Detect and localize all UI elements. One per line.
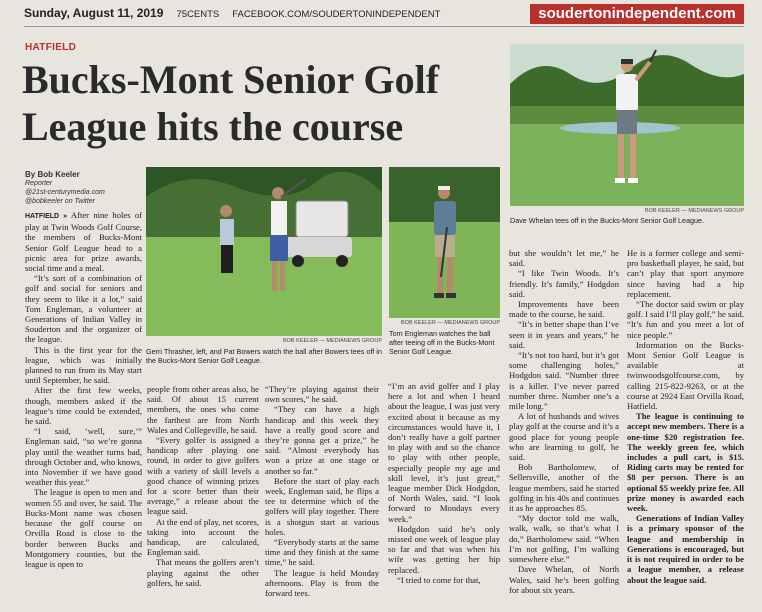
byline xyxy=(25,170,143,206)
article-column-6 xyxy=(627,248,744,606)
paragraph: He is a former college and semi-pro basketball player, he said, but can’t play that sport anymore since having had a hip replacement. xyxy=(627,248,744,299)
byline-email: @21st-centurymedia.com xyxy=(25,189,105,196)
paragraph: The league is continuing to accept new members. There is a one-time $20 registration fee. The weekly green fee, which includes a pull cart, is $15. Riding carts may be rented for $8 per person. There is an optional $5 weekly prize fee. All prize money is awarded each week. xyxy=(627,411,744,514)
golfer-photo-illustration xyxy=(510,44,744,206)
photo-credit-middle-right: BOB KEELER — MEDIANEWS GROUP xyxy=(400,320,500,326)
paragraph: but she wouldn’t let me,” he said. xyxy=(509,248,619,269)
paragraph: Bob Bartholomew, of Sellersville, another of the league members, said he started golfing in his 40s and continues it as he approaches 85. xyxy=(509,462,619,514)
golfer-engleman-illustration xyxy=(389,167,500,318)
kicker: HATFIELD xyxy=(25,42,77,53)
photo-dave-whelan xyxy=(510,44,744,206)
issue-price: 75CENTS xyxy=(176,9,220,20)
paragraph: “It’s sort of a combination of golf and social for seniors and they seem to like it a lot,” said Tom Engleman, a volunteer at Generations of Indian Valley in Souderton and the organizer of the league. xyxy=(25,273,142,345)
paragraph: A lot of husbands and wives play golf at the course and it’s a good place for young people who are learning to golf, he said. xyxy=(509,411,619,463)
paragraph: HATFIELD » After nine holes of play at Twin Woods Golf Course, the members of Bucks-Mont Senior Golf League head to a picnic area for prize awards, social time and a meal. xyxy=(25,210,142,274)
headline: Bucks-Mont Senior Golf League hits the course xyxy=(22,57,440,149)
paragraph: “Every golfer is assigned a handicap after playing one round, in order to give golfers with a variety of skill levels a good chance of winning prizes for a score better than their average,” a release about the league said. xyxy=(147,435,259,517)
paragraph: “I like Twin Woods. It’s friendly. It’s family,” Hodgdon said. xyxy=(509,268,619,299)
photo-caption-middle-right: Tom Engleman watches the ball after teeing off in the Bucks-Mont Senior Golf League. xyxy=(389,329,495,356)
paragraph: Generations of Indian Valley is a primary sponsor of the league and membership in Generations is encouraged, but it is not required in order to be a league member, a release about the league said. xyxy=(627,513,744,585)
paragraph: “My doctor told me walk, walk, walk, so that’s what I do,” Bartholomew said. “When I’m not golfing, I’m walking somewhere else.” xyxy=(509,513,619,565)
paragraph: “The doctor said swim or play golf. I said I’ll play golf,” he said. “It’s fun and you meet a lot of nice people.” xyxy=(627,299,744,340)
article-column-4 xyxy=(388,381,500,606)
paragraph: At the end of play, net scores, taking into account the handicap, are calculated, Engleman said. xyxy=(147,516,259,558)
paragraph: Improvements have been made to the course, he said. xyxy=(509,299,619,320)
paragraph: Before the start of play each week, Engleman said, he flips a tee to determine which of the golfers will play together. There is a shotgun start at various holes. xyxy=(265,475,379,537)
header-divider xyxy=(24,26,744,27)
golfers-cart-photo-illustration xyxy=(146,167,382,336)
paragraph: Dave Whelan, of North Wales, said he’s been golfing for about six years. xyxy=(509,564,619,595)
byline-name: By Bob Keeler xyxy=(25,170,80,179)
paragraph: “Everybody starts at the same time and they finish at the same time,” he said. xyxy=(265,537,379,568)
paragraph: “They can have a high handicap and this week they have a really good score and they’re gonna get a prize,” he said. “Almost everybody has won a prize at one stage or another so far.” xyxy=(265,404,379,476)
paragraph: This is the first year for the league, which was initially planned to run from its May start until September, he said. xyxy=(25,344,142,386)
photo-credit-top-right: BOB KEELER — MEDIANEWS GROUP xyxy=(644,208,744,214)
photo-caption-top-right: Dave Whelan tees off in the Bucks-Mont Senior Golf League. xyxy=(510,216,705,225)
paragraph: “I’m an avid golfer and I play here a lot and when I heard about the league, I was just very excited about it because as my circumstances would have it, I don’t really have a golf partner to play with and so the chance to play with other people, especially people my age and skill level, it’s just great,” league member Dick Hodgdon, of North Wales, said. “I look forward to Mondays every week.” xyxy=(388,381,500,524)
photo-tom-engleman xyxy=(389,167,500,318)
paragraph: The league is open to men and women 55 and over, he said. The Bucks-Mont name was chosen because the golf course on Orvilla Road is close to the border between Bucks and Montgomery counties, but the league is open to xyxy=(25,487,142,569)
article-column-5 xyxy=(509,248,619,606)
byline-twitter: @bobkeeler on Twitter xyxy=(25,198,96,205)
paragraph: Hodgdon said he’s only missed one week of league play so far and that was when his wife was getting her hip replaced. xyxy=(388,523,500,575)
paragraph: After the first few weeks, though, members asked if the league’s time could be extended, he said. xyxy=(25,385,142,427)
paragraph: The league is held Monday afternoons. Play is from the forward tees. xyxy=(265,567,379,599)
photo-caption-middle-left: Gerri Thrasher, left, and Pat Bowers watch the ball after Bowers tees off in the Bucks-Mont Senior Golf League. xyxy=(146,347,382,365)
page-header xyxy=(24,6,450,20)
dateline: HATFIELD » xyxy=(25,213,68,220)
facebook-link[interactable]: FACEBOOK.COM/SOUDERTONINDEPENDENT xyxy=(232,9,441,20)
article-column-1 xyxy=(25,210,142,606)
paragraph: “I said, ‘well, sure,’” Engleman said, “so we’re gonna play until the weather turns bad, through October and, who knows, into November if we have good weather this year.” xyxy=(25,426,142,488)
photo-thrasher-bowers xyxy=(146,167,382,336)
issue-date: Sunday, August 11, 2019 xyxy=(24,6,164,20)
paragraph: “It’s not too hard, but it’s got some challenging holes,” Hodgdon said. “Number three is a killer. I’ve never parred number three. Number one’s a mile long.” xyxy=(509,350,619,412)
brand-banner[interactable]: soudertonindependent.com xyxy=(530,4,744,24)
article-column-2 xyxy=(147,384,259,606)
paragraph: “It’s in better shape than I’ve seen it in years and years,” he said. xyxy=(509,319,619,350)
paragraph: “They’re playing against their own scores,” he said. xyxy=(265,384,379,405)
photo-credit-middle-left: BOB KEELER — MEDIANEWS GROUP xyxy=(282,338,382,344)
paragraph: That means the golfers aren’t playing against the other golfers, he said. xyxy=(147,557,259,588)
byline-role: Reporter xyxy=(25,180,53,187)
paragraph: “I tried to come for that, xyxy=(397,574,481,585)
article-column-3 xyxy=(265,384,379,606)
league-info-box xyxy=(627,411,744,584)
paragraph: Information on the Bucks-Mont Senior Golf League is available at twinwoodsgolfcourse.com, by calling 215-822-9263, or at the course at 2924 East Orvilla Road, Hatfield. xyxy=(627,339,744,412)
paragraph: people from other areas also, he said. Of about 15 current members, the ones who come the farthest are from North Wales and Collegeville, he said. xyxy=(147,384,259,435)
